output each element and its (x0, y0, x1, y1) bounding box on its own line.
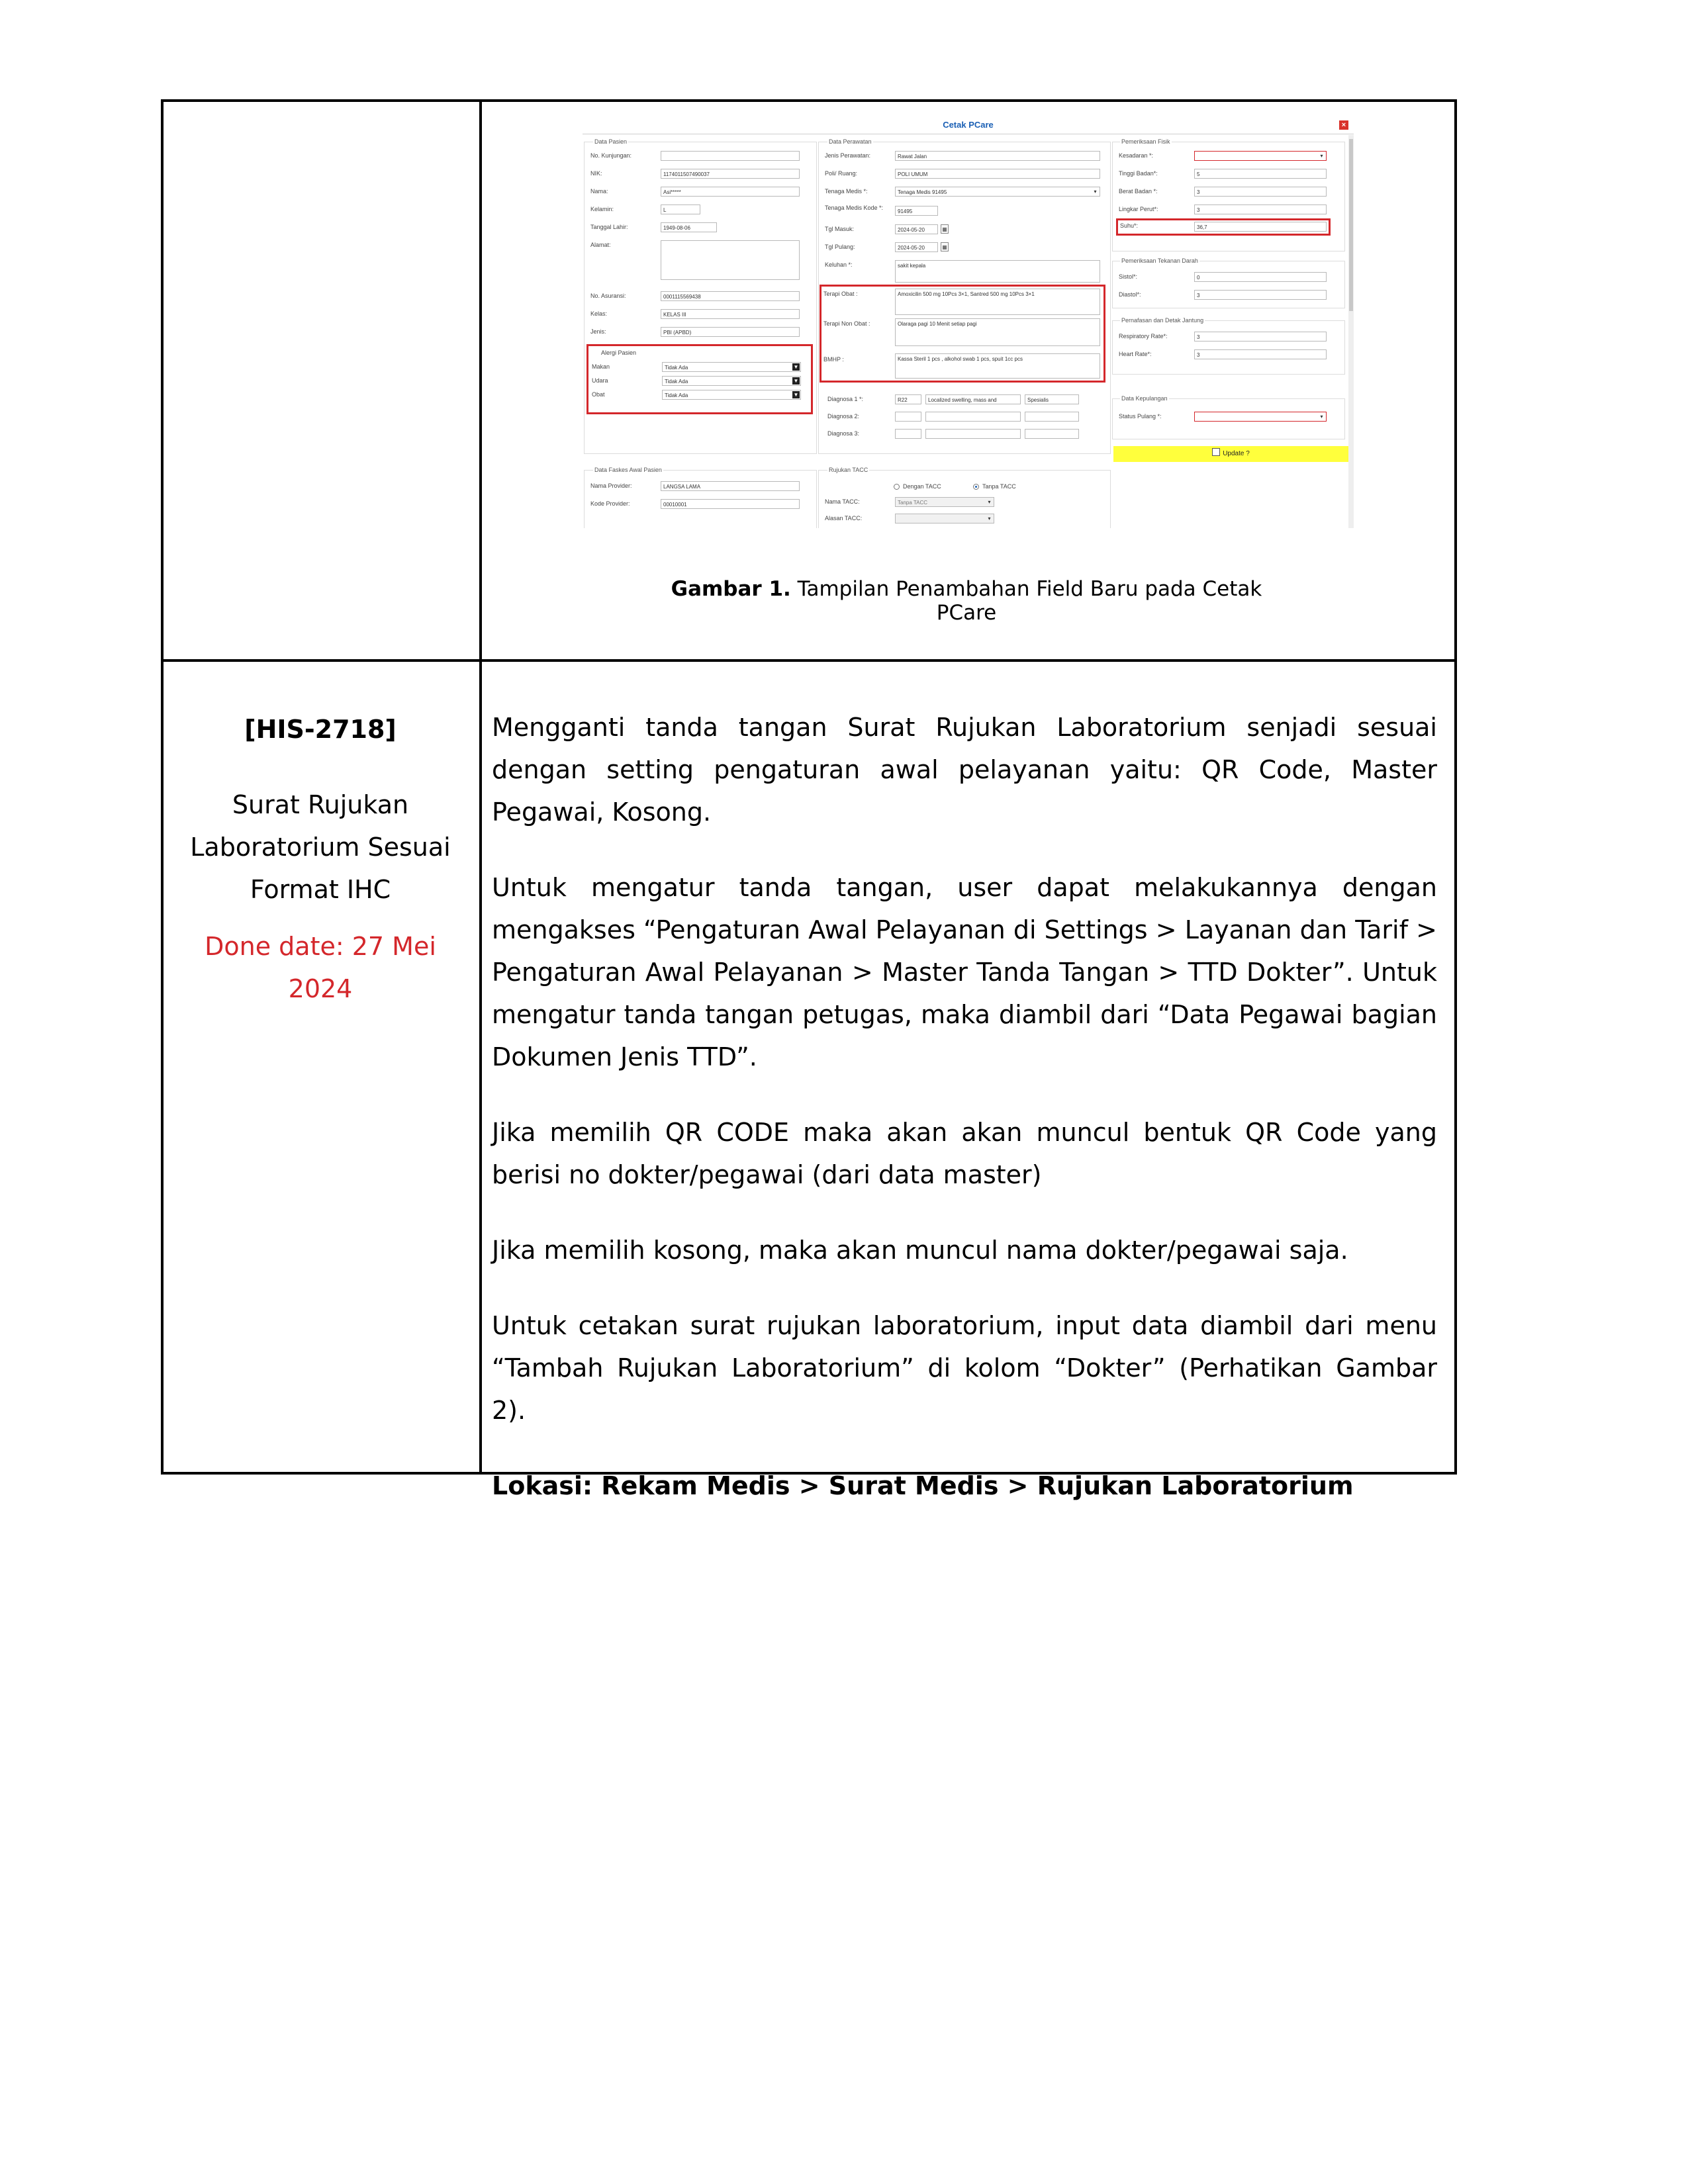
caption-label: Gambar 1. (671, 577, 791, 601)
field-label: Kelamin: (590, 206, 614, 212)
ticket-description-cell (492, 706, 1437, 1540)
ticket-code: [HIS-2718] (244, 715, 397, 744)
field-label: No. Asuransi: (590, 293, 626, 299)
diagnosa1-desc-field[interactable]: Localized swelling, mass and (925, 394, 1021, 404)
diagnosa3-type-field[interactable] (1025, 429, 1079, 439)
keluhan-field[interactable]: sakit kepala (895, 260, 1100, 283)
field-label: Nama: (590, 188, 608, 195)
chevron-down-icon: ▼ (793, 364, 799, 370)
field-label: Kelas: (590, 310, 608, 317)
field-label: Status Pulang *: (1119, 413, 1162, 420)
no-asuransi-field[interactable]: 0001115569438 (661, 291, 800, 301)
diagnosa2-type-field[interactable] (1025, 412, 1079, 422)
table-row-divider (164, 659, 1454, 662)
panel-title: Data Kepulangan (1121, 395, 1168, 402)
diagnosa2-desc-field[interactable] (925, 412, 1021, 422)
field-label: Tinggi Badan*: (1119, 170, 1158, 177)
sistol-field[interactable]: 0 (1194, 272, 1327, 282)
chevron-down-icon: ▾ (988, 516, 991, 522)
radio-dengan-tacc[interactable] (894, 484, 900, 490)
panel-title: Pemeriksaan Tekanan Darah (1121, 257, 1198, 264)
ticket-info-cell (164, 708, 477, 1010)
description-paragraph: Jika memilih kosong, maka akan muncul nama dokter/pegawai saja. (492, 1236, 1348, 1265)
alergi-obat-select[interactable] (662, 390, 801, 400)
field-label: Tgl Masuk: (825, 226, 855, 232)
panel-title: Pemeriksaan Fisik (1121, 138, 1170, 145)
field-label: Nama TACC: (825, 498, 860, 505)
nama-provider-field[interactable]: LANGSA LAMA (661, 481, 800, 491)
jenis-perawatan-field[interactable]: Rawat Jalan (895, 151, 1100, 161)
tanggal-lahir-field[interactable]: 1949-08-06 (661, 222, 717, 232)
update-label: Update ? (1223, 450, 1250, 457)
field-label: Diagnosa 3: (827, 430, 860, 437)
field-label: Suhu*: (1120, 222, 1139, 229)
description-paragraph: Untuk cetakan surat rujukan laboratorium, input data diambil dari menu “Tambah Rujukan Laboratorium” di kolom “Dokter” (Perhatikan Gambar 2). (492, 1311, 1437, 1425)
cetak-pcare-screenshot (583, 118, 1354, 528)
diagnosa1-type-field[interactable]: Spesialis (1025, 394, 1079, 404)
radio-label: Tanpa TACC (982, 483, 1016, 490)
lingkar-perut-field[interactable]: 3 (1194, 205, 1327, 214)
field-label: Poli/ Ruang: (825, 170, 858, 177)
diagnosa3-code-field[interactable] (895, 429, 921, 439)
checkbox-icon[interactable] (1212, 448, 1220, 456)
field-label: Terapi Obat : (823, 291, 858, 297)
done-date: Done date: 27 Mei 2024 (205, 932, 436, 1003)
field-label: Makan (592, 363, 610, 370)
diagnosa1-code-field[interactable]: R22 (895, 394, 921, 404)
kelamin-field[interactable]: L (661, 205, 700, 214)
radio-label: Dengan TACC (903, 483, 941, 490)
select-value: Tanpa TACC (898, 500, 928, 506)
ticket-title: Surat Rujukan Laboratorium Sesuai Format IHC (190, 790, 451, 904)
jenis-field[interactable]: PBI (APBD) (661, 327, 800, 337)
chevron-down-icon: ▾ (1320, 414, 1323, 420)
field-label: Tenaga Medis Kode *: (825, 205, 884, 211)
kelas-field[interactable]: KELAS III (661, 309, 800, 319)
description-paragraph: Mengganti tanda tangan Surat Rujukan Laboratorium senjadi sesuai dengan setting pengaturan awal pelayanan yaitu: QR Code, Master Pegawai, Kosong. (492, 713, 1437, 827)
chevron-down-icon: ▼ (793, 392, 799, 398)
no-kunjungan-field[interactable] (661, 151, 800, 161)
field-label: Obat (592, 391, 605, 398)
calendar-icon[interactable]: ▦ (941, 224, 949, 234)
panel-tekanan-darah (1112, 261, 1345, 308)
field-label: Diagnosa 2: (827, 413, 860, 420)
update-checkbox-bar[interactable] (1113, 446, 1348, 462)
status-pulang-select[interactable] (1194, 412, 1327, 422)
field-label: BMHP : (823, 356, 844, 363)
alergi-makan-select[interactable] (662, 362, 801, 372)
radio-tanpa-tacc[interactable] (973, 484, 979, 490)
kode-provider-field[interactable]: 00010001 (661, 499, 800, 509)
scrollbar[interactable] (1348, 135, 1354, 528)
location-path: Lokasi: Rekam Medis > Surat Medis > Rujukan Laboratorium (492, 1471, 1354, 1500)
description-paragraph: Untuk mengatur tanda tangan, user dapat melakukannya dengan mengakses “Pengaturan Awal Pelayanan di Settings > Layanan dan Tarif > Pengaturan Awal Pelayanan > Master Tanda Tangan > TTD Dokter”. Untuk mengatur tanda tangan petugas, maka diambil dari “Data Pegawai bagian Dokumen Jenis TTD”. (492, 873, 1437, 1071)
berat-badan-field[interactable]: 3 (1194, 187, 1327, 197)
table-column-divider (479, 102, 482, 1472)
nik-field[interactable]: 1174011507490037 (661, 169, 800, 179)
tinggi-badan-field[interactable]: 5 (1194, 169, 1327, 179)
alasan-tacc-select[interactable] (895, 514, 994, 523)
spacer (164, 911, 477, 925)
field-label: Tgl Pulang: (825, 244, 855, 250)
select-value: Tenaga Medis 91495 (898, 189, 947, 195)
field-label: Udara (592, 377, 608, 384)
figure-caption (649, 577, 1284, 625)
caption-text: Tampilan Penambahan Field Baru pada Cetak PCare (790, 577, 1262, 625)
diagnosa2-code-field[interactable] (895, 412, 921, 422)
suhu-field[interactable]: 36,7 (1194, 222, 1327, 232)
select-value: Tidak Ada (665, 379, 688, 385)
panel-title: Rujukan TACC (829, 467, 868, 473)
field-label: Lingkar Perut*: (1119, 206, 1158, 212)
alergi-udara-select[interactable] (662, 376, 801, 386)
select-value: Tidak Ada (665, 392, 688, 398)
heart-rate-field[interactable]: 3 (1194, 349, 1327, 359)
close-icon[interactable]: × (1339, 120, 1348, 130)
field-label: Jenis Perawatan: (825, 152, 871, 159)
terapi-obat-field[interactable]: Amoxicilin 500 mg 10Pcs 3×1, Santred 500 mg 10Pcs 3×1 (895, 289, 1100, 315)
nama-field[interactable]: Asi***** (661, 187, 800, 197)
tgl-masuk-field[interactable]: 2024-05-20 (895, 224, 938, 234)
select-value: Tidak Ada (665, 365, 688, 371)
panel-title: Data Pasien (594, 138, 628, 145)
kesadaran-select[interactable] (1194, 151, 1327, 161)
field-label: Alamat: (590, 242, 611, 248)
field-label: Keluhan *: (825, 261, 853, 268)
field-label: Jenis: (590, 328, 606, 335)
chevron-down-icon: ▾ (1320, 153, 1323, 159)
field-label: Heart Rate*: (1119, 351, 1152, 357)
panel-title: Alergi Pasien (601, 349, 637, 356)
field-label: Terapi Non Obat : (823, 320, 870, 327)
field-label: Alasan TACC: (825, 515, 863, 522)
spacer (164, 751, 477, 784)
field-label: Tenaga Medis *: (825, 188, 868, 195)
calendar-icon[interactable]: ▦ (941, 242, 949, 251)
field-label: Kesadaran *: (1119, 152, 1154, 159)
field-label: NIK: (590, 170, 602, 177)
nama-tacc-select[interactable] (895, 497, 994, 507)
dialog-title: Cetak PCare (943, 120, 994, 130)
scrollbar-thumb[interactable] (1349, 139, 1353, 311)
field-label: Nama Provider: (590, 482, 632, 489)
panel-title: Data Faskes Awal Pasien (594, 467, 662, 473)
panel-title: Data Perawatan (829, 138, 872, 145)
terapi-non-obat-field[interactable]: Olaraga pagi 10 Menit setiap pagi (895, 318, 1100, 346)
bmhp-field[interactable]: Kassa Steril 1 pcs , alkohol swab 1 pcs, spuit 1cc pcs (895, 353, 1100, 379)
field-label: Diagnosa 1 *: (827, 396, 864, 402)
chevron-down-icon: ▾ (1094, 189, 1097, 195)
panel-pernafasan (1112, 320, 1345, 375)
chevron-down-icon: ▼ (793, 378, 799, 384)
field-label: No. Kunjungan: (590, 152, 632, 159)
description-paragraph: Jika memilih QR CODE maka akan akan muncul bentuk QR Code yang berisi no dokter/pegawai (dari data master) (492, 1118, 1437, 1189)
tenaga-medis-select[interactable] (895, 187, 1100, 197)
panel-title: Pernafasan dan Detak Jantung (1121, 317, 1204, 324)
field-label: Berat Badan *: (1119, 188, 1158, 195)
field-label: Diastol*: (1119, 291, 1141, 298)
alamat-field[interactable] (661, 240, 800, 280)
tenaga-medis-kode-field[interactable]: 91495 (895, 206, 938, 216)
diagnosa3-desc-field[interactable] (925, 429, 1021, 439)
chevron-down-icon: ▾ (988, 499, 991, 505)
field-label: Respiratory Rate*: (1119, 333, 1168, 340)
field-label: Kode Provider: (590, 500, 630, 507)
respiratory-rate-field[interactable]: 3 (1194, 332, 1327, 341)
diastol-field[interactable]: 3 (1194, 290, 1327, 300)
field-label: Sistol*: (1119, 273, 1138, 280)
poli-ruang-field[interactable]: POLI UMUM (895, 169, 1100, 179)
tgl-pulang-field[interactable]: 2024-05-20 (895, 242, 938, 252)
field-label: Tanggal Lahir: (590, 224, 628, 230)
